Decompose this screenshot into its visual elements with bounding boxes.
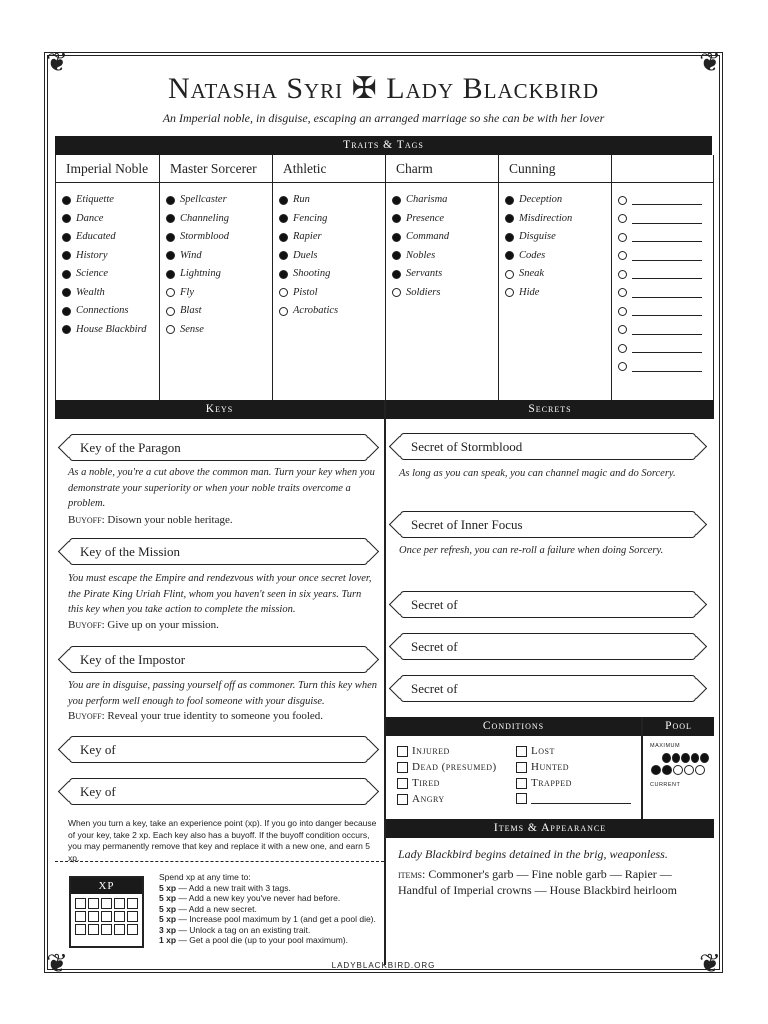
empty-dot-icon[interactable] bbox=[166, 288, 175, 297]
key-title: Key of bbox=[80, 742, 116, 757]
footer-url: LADYBLACKBIRD.ORG bbox=[331, 961, 436, 970]
empty-dot-icon[interactable] bbox=[279, 288, 288, 297]
trait-name: Charm bbox=[386, 155, 498, 183]
trait-column bbox=[499, 155, 612, 400]
filled-dot-icon[interactable] bbox=[279, 196, 288, 205]
xp-checkbox[interactable] bbox=[75, 911, 86, 922]
blank-tag-line[interactable] bbox=[632, 251, 702, 261]
trait-tag[interactable] bbox=[166, 265, 272, 284]
condition-checkbox[interactable] bbox=[516, 793, 527, 804]
traits-header: Traits & Tags bbox=[55, 136, 712, 155]
xp-checkbox[interactable] bbox=[127, 911, 138, 922]
tag-label: Dance bbox=[76, 212, 104, 224]
pool-current-label: CURRENT bbox=[650, 782, 681, 788]
trait-tag[interactable] bbox=[62, 228, 159, 247]
xp-checkbox[interactable] bbox=[88, 898, 99, 909]
corner-ornament-icon: ❦ bbox=[699, 48, 721, 77]
tag-label: Educated bbox=[76, 231, 116, 242]
filled-dot-icon[interactable] bbox=[392, 270, 401, 279]
xp-spend-item: 5 xp — Increase pool maximum by 1 (and get a pool die). bbox=[159, 914, 376, 924]
empty-dot-icon[interactable] bbox=[618, 288, 627, 297]
key-buyoff bbox=[68, 709, 323, 724]
trait-tag[interactable] bbox=[505, 191, 611, 210]
items-line bbox=[398, 866, 708, 898]
key-buyoff bbox=[68, 513, 233, 528]
filled-dot-icon[interactable] bbox=[166, 270, 175, 279]
key-title: Key of bbox=[80, 784, 116, 799]
filled-dot-icon[interactable] bbox=[505, 233, 514, 242]
tag-label: Servants bbox=[406, 268, 443, 279]
trait-tag[interactable] bbox=[392, 228, 498, 247]
secret-title: Secret of Inner Focus bbox=[411, 517, 523, 532]
condition-dead[interactable]: Dead (presumed) bbox=[397, 761, 497, 773]
blank-tag-line[interactable] bbox=[632, 306, 702, 316]
key-title: Key of the Mission bbox=[80, 544, 181, 559]
xp-checkbox[interactable] bbox=[75, 924, 86, 935]
xp-spend-item: 3 xp — Unlock a tag on an existing trait. bbox=[159, 924, 311, 935]
xp-spend-item: 5 xp — Add a new secret. bbox=[159, 903, 257, 914]
condition-lost[interactable]: Lost bbox=[516, 745, 555, 757]
pool-dice bbox=[651, 753, 709, 775]
pool-max-die-icon[interactable] bbox=[672, 753, 681, 763]
tag-label: Fencing bbox=[293, 212, 328, 224]
filled-dot-icon[interactable] bbox=[62, 196, 71, 205]
tag-label: Etiquette bbox=[76, 194, 114, 205]
empty-dot-icon[interactable] bbox=[166, 325, 175, 334]
trait-tag[interactable] bbox=[62, 321, 159, 340]
pool-current-die-icon[interactable] bbox=[695, 765, 705, 775]
xp-checkbox[interactable] bbox=[101, 898, 112, 909]
empty-dot-icon[interactable] bbox=[618, 251, 627, 260]
trait-tag[interactable] bbox=[166, 247, 272, 266]
traits-table bbox=[55, 155, 714, 400]
trait-tag[interactable] bbox=[392, 284, 498, 303]
secret-title: Secret of bbox=[411, 597, 458, 612]
trait-name: Imperial Noble bbox=[56, 155, 159, 183]
tag-label: Deception bbox=[519, 194, 563, 205]
pool-max-die-icon[interactable] bbox=[681, 753, 690, 763]
xp-spend-item: 5 xp — Add a new key you've never had before. bbox=[159, 893, 341, 903]
character-title: Natasha Syri ✠ Lady Blackbird bbox=[168, 72, 599, 105]
xp-checkbox[interactable] bbox=[127, 924, 138, 935]
trait-column bbox=[160, 155, 273, 400]
key-description: You are in disguise, passing yourself off as commoner. Turn this key when you perform well enough to fool someone with your disguise. bbox=[68, 680, 377, 707]
trait-tag[interactable] bbox=[505, 210, 611, 229]
tag-list bbox=[386, 183, 498, 302]
secret-banner-blank[interactable] bbox=[400, 633, 696, 660]
xp-checkbox[interactable] bbox=[127, 898, 138, 909]
filled-dot-icon[interactable] bbox=[166, 251, 175, 260]
filled-dot-icon[interactable] bbox=[392, 214, 401, 223]
secret-title: Secret of Stormblood bbox=[411, 439, 523, 454]
tag-label: Pistol bbox=[293, 286, 318, 298]
filled-dot-icon[interactable] bbox=[166, 214, 175, 223]
trait-tag[interactable] bbox=[279, 302, 385, 321]
tag-list bbox=[56, 183, 159, 339]
key-banner-blank[interactable] bbox=[69, 736, 368, 763]
trait-tag[interactable] bbox=[62, 247, 159, 266]
empty-dot-icon[interactable] bbox=[618, 362, 627, 371]
blank-tag[interactable] bbox=[618, 339, 713, 358]
tag-list bbox=[273, 183, 385, 321]
condition-checkbox[interactable] bbox=[516, 746, 527, 757]
tag-label: Science bbox=[76, 268, 109, 279]
tag-label: House Blackbird bbox=[76, 323, 147, 335]
key-description: As a noble, you're a cut above the common man. Turn your key when you demonstrate your superiority or when your noble traits overcome a problem. bbox=[68, 467, 375, 509]
blank-tag-line[interactable] bbox=[632, 362, 702, 372]
blank-tag-line[interactable] bbox=[632, 343, 702, 353]
key-title: Key of the Paragon bbox=[80, 440, 181, 455]
filled-dot-icon[interactable] bbox=[279, 270, 288, 279]
blank-tag[interactable] bbox=[618, 247, 713, 266]
trait-tag[interactable] bbox=[166, 284, 272, 303]
pool-max-die-icon[interactable] bbox=[700, 753, 709, 763]
tag-list bbox=[612, 183, 713, 376]
tag-label: Misdirection bbox=[519, 212, 573, 224]
items-appearance bbox=[398, 846, 708, 898]
key-title: Key of the Impostor bbox=[80, 652, 186, 667]
trait-tag[interactable] bbox=[279, 265, 385, 284]
filled-dot-icon[interactable] bbox=[392, 196, 401, 205]
key-banner bbox=[69, 538, 368, 565]
tag-label: Spellcaster bbox=[180, 194, 227, 205]
filled-dot-icon[interactable] bbox=[62, 214, 71, 223]
blank-tag[interactable] bbox=[618, 228, 713, 247]
blank-tag[interactable] bbox=[618, 210, 713, 229]
secret-banner bbox=[400, 433, 696, 460]
tag-label: Blast bbox=[180, 305, 202, 316]
trait-name-blank[interactable] bbox=[612, 155, 713, 183]
secret-title: Secret of bbox=[411, 639, 458, 654]
blank-tag[interactable] bbox=[618, 265, 713, 284]
xp-spend-intro: Spend xp at any time to: bbox=[159, 872, 251, 882]
tag-list bbox=[160, 183, 272, 339]
condition-checkbox[interactable] bbox=[397, 746, 408, 757]
condition-injured[interactable]: Injured bbox=[397, 745, 450, 757]
trait-tag[interactable] bbox=[392, 210, 498, 229]
xp-checkbox[interactable] bbox=[114, 924, 125, 935]
trait-tag[interactable] bbox=[505, 247, 611, 266]
buyoff-label: Buyoff: bbox=[68, 514, 105, 526]
trait-tag[interactable] bbox=[505, 284, 611, 303]
trait-tag[interactable] bbox=[392, 265, 498, 284]
items-label: items: bbox=[398, 867, 426, 881]
empty-dot-icon[interactable] bbox=[618, 270, 627, 279]
buyoff-text: Reveal your true identity to someone you fooled. bbox=[107, 710, 324, 722]
empty-dot-icon[interactable] bbox=[505, 288, 514, 297]
blank-tag[interactable] bbox=[618, 321, 713, 340]
secret-banner bbox=[400, 511, 696, 538]
pool-header: Pool bbox=[643, 717, 714, 736]
trait-name: Athletic bbox=[273, 155, 385, 183]
secret-description: As long as you can speak, you can channel magic and do Sorcery. bbox=[399, 468, 676, 479]
pool-maximum-label: MAXIMUM bbox=[650, 743, 681, 749]
filled-dot-icon[interactable] bbox=[62, 288, 71, 297]
tag-label: Duels bbox=[293, 249, 318, 261]
tag-label: Charisma bbox=[406, 194, 448, 205]
condition-angry[interactable]: Angry bbox=[397, 793, 445, 805]
condition-checkbox[interactable] bbox=[516, 762, 527, 773]
tag-label: Shooting bbox=[293, 268, 331, 279]
pool-max-die-icon[interactable] bbox=[691, 753, 700, 763]
trait-tag[interactable] bbox=[166, 210, 272, 229]
empty-dot-icon[interactable] bbox=[392, 288, 401, 297]
xp-checkbox[interactable] bbox=[88, 911, 99, 922]
blank-tag[interactable] bbox=[618, 284, 713, 303]
filled-dot-icon[interactable] bbox=[392, 233, 401, 242]
pool-max-die-icon[interactable] bbox=[662, 753, 671, 763]
xp-tracker bbox=[69, 876, 144, 948]
keys-header: Keys bbox=[55, 400, 384, 419]
trait-tag[interactable] bbox=[279, 191, 385, 210]
items-intro: Lady Blackbird begins detained in the brig, weaponless. bbox=[398, 847, 668, 861]
condition-blank[interactable] bbox=[516, 793, 631, 804]
secret-banner-blank[interactable] bbox=[400, 675, 696, 702]
xp-spend-list bbox=[159, 872, 376, 946]
tag-label: Command bbox=[406, 231, 450, 242]
key-banner bbox=[69, 646, 368, 673]
trait-tag[interactable] bbox=[166, 191, 272, 210]
keys-note: When you turn a key, take an experience point (xp). If you go into danger because of your key, take 2 xp. Each key also has a buyoff. If the buyoff condition occurs, you may permanently remove that key and replace it with a new one, and earn 5 xp. bbox=[68, 818, 377, 863]
trait-tag[interactable] bbox=[279, 228, 385, 247]
filled-dot-icon[interactable] bbox=[279, 233, 288, 242]
blank-tag-line[interactable] bbox=[632, 195, 702, 205]
xp-spend-item: 5 xp — Add a new trait with 3 tags. bbox=[159, 882, 291, 893]
tag-label: Soldiers bbox=[406, 286, 441, 298]
condition-tired[interactable]: Tired bbox=[397, 777, 440, 789]
secret-banner-blank[interactable] bbox=[400, 591, 696, 618]
filled-dot-icon[interactable] bbox=[62, 307, 71, 316]
key-buyoff bbox=[68, 618, 219, 633]
trait-tag[interactable] bbox=[62, 191, 159, 210]
pool-divider bbox=[641, 717, 643, 820]
trait-column bbox=[273, 155, 386, 400]
trait-tag[interactable] bbox=[166, 228, 272, 247]
filled-dot-icon[interactable] bbox=[279, 214, 288, 223]
filled-dot-icon[interactable] bbox=[279, 251, 288, 260]
xp-checkbox[interactable] bbox=[114, 898, 125, 909]
key-banner-blank[interactable] bbox=[69, 778, 368, 805]
filled-dot-icon[interactable] bbox=[62, 325, 71, 334]
column-divider bbox=[384, 400, 386, 965]
filled-dot-icon[interactable] bbox=[62, 233, 71, 242]
xp-checkbox[interactable] bbox=[101, 924, 112, 935]
trait-tag[interactable] bbox=[62, 265, 159, 284]
pool-current-die-icon[interactable] bbox=[662, 765, 672, 775]
blank-tag-line[interactable] bbox=[632, 288, 702, 298]
blank-tag-line[interactable] bbox=[632, 232, 702, 242]
buyoff-label: Buyoff: bbox=[68, 710, 105, 722]
trait-tag[interactable] bbox=[279, 210, 385, 229]
blank-tag-line[interactable] bbox=[632, 269, 702, 279]
xp-spend-item: 1 xp — Get a pool die (up to your pool maximum). bbox=[159, 935, 348, 945]
tag-label: Lightning bbox=[180, 268, 221, 279]
buyoff-text: Disown your noble heritage. bbox=[107, 514, 233, 526]
trait-name: Cunning bbox=[499, 155, 611, 183]
empty-dot-icon[interactable] bbox=[618, 307, 627, 316]
trait-tag[interactable] bbox=[62, 284, 159, 303]
corner-ornament-icon: ❦ bbox=[46, 949, 68, 978]
filled-dot-icon[interactable] bbox=[166, 233, 175, 242]
buyoff-label: Buyoff: bbox=[68, 619, 105, 631]
empty-dot-icon[interactable] bbox=[618, 344, 627, 353]
trait-name: Master Sorcerer bbox=[160, 155, 272, 183]
condition-checkbox[interactable] bbox=[397, 762, 408, 773]
trait-tag[interactable] bbox=[166, 302, 272, 321]
tag-label: Presence bbox=[406, 212, 445, 224]
tag-label: Sense bbox=[180, 323, 204, 335]
corner-ornament-icon: ❦ bbox=[699, 949, 721, 978]
condition-checkbox[interactable] bbox=[516, 778, 527, 789]
blank-tag[interactable] bbox=[618, 358, 713, 377]
buyoff-text: Give up on your mission. bbox=[107, 619, 219, 631]
corner-ornament-icon: ❦ bbox=[46, 48, 68, 77]
secret-title: Secret of bbox=[411, 681, 458, 696]
tag-label: Hide bbox=[519, 286, 540, 298]
tag-label: History bbox=[76, 249, 108, 261]
trait-tag[interactable] bbox=[279, 284, 385, 303]
tag-label: Acrobatics bbox=[293, 305, 339, 316]
empty-dot-icon[interactable] bbox=[279, 307, 288, 316]
key-banner bbox=[69, 434, 368, 461]
empty-dot-icon[interactable] bbox=[618, 196, 627, 205]
trait-tag[interactable] bbox=[505, 265, 611, 284]
pool-current-die-icon[interactable] bbox=[673, 765, 683, 775]
tag-label: Connections bbox=[76, 305, 129, 316]
tag-label: Rapier bbox=[293, 231, 322, 242]
pool-current-die-icon[interactable] bbox=[684, 765, 694, 775]
xp-separator bbox=[55, 861, 384, 862]
trait-tag[interactable] bbox=[62, 210, 159, 229]
trait-tag[interactable] bbox=[392, 247, 498, 266]
key-description: You must escape the Empire and rendezvous with your once secret lover, the Pirate King Uriah Flint, whom you haven't seen in six years. Turn this key when you take action to complete the mission. bbox=[68, 573, 372, 615]
trait-column bbox=[56, 155, 160, 400]
xp-checkbox[interactable] bbox=[114, 911, 125, 922]
empty-dot-icon[interactable] bbox=[166, 307, 175, 316]
tag-label: Disguise bbox=[519, 231, 556, 242]
blank-tag-line[interactable] bbox=[632, 214, 702, 224]
condition-checkbox[interactable] bbox=[397, 778, 408, 789]
filled-dot-icon[interactable] bbox=[505, 251, 514, 260]
tag-label: Wealth bbox=[76, 286, 105, 298]
filled-dot-icon[interactable] bbox=[166, 196, 175, 205]
trait-column-blank bbox=[612, 155, 713, 400]
xp-checkbox[interactable] bbox=[101, 911, 112, 922]
tag-list bbox=[499, 183, 611, 302]
items-header: Items & Appearance bbox=[386, 819, 714, 838]
condition-trapped[interactable]: Trapped bbox=[516, 777, 572, 789]
trait-tag[interactable] bbox=[392, 191, 498, 210]
xp-checkbox[interactable] bbox=[75, 898, 86, 909]
pool-current-die-icon[interactable] bbox=[651, 765, 661, 775]
empty-dot-icon[interactable] bbox=[618, 233, 627, 242]
tag-label: Sneak bbox=[519, 268, 545, 279]
trait-tag[interactable] bbox=[279, 247, 385, 266]
xp-checkbox[interactable] bbox=[88, 924, 99, 935]
trait-tag[interactable] bbox=[505, 228, 611, 247]
tag-label: Run bbox=[293, 194, 310, 205]
empty-dot-icon[interactable] bbox=[505, 270, 514, 279]
tag-label: Wind bbox=[180, 249, 202, 261]
conditions-header: Conditions bbox=[386, 717, 641, 736]
tag-label: Fly bbox=[180, 286, 194, 298]
filled-dot-icon[interactable] bbox=[62, 270, 71, 279]
tag-label: Codes bbox=[519, 249, 546, 261]
filled-dot-icon[interactable] bbox=[62, 251, 71, 260]
character-subtitle: An Imperial noble, in disguise, escaping an arranged marriage so she can be with her lover bbox=[162, 111, 605, 125]
trait-tag[interactable] bbox=[166, 321, 272, 340]
tag-label: Channeling bbox=[180, 212, 229, 224]
xp-checkbox-grid bbox=[71, 894, 142, 935]
condition-checkbox[interactable] bbox=[397, 794, 408, 805]
condition-hunted[interactable]: Hunted bbox=[516, 761, 569, 773]
filled-dot-icon[interactable] bbox=[505, 196, 514, 205]
blank-tag[interactable] bbox=[618, 302, 713, 321]
xp-label: XP bbox=[71, 878, 142, 894]
blank-tag-line[interactable] bbox=[632, 325, 702, 335]
blank-tag[interactable] bbox=[618, 191, 713, 210]
filled-dot-icon[interactable] bbox=[392, 251, 401, 260]
trait-column bbox=[386, 155, 499, 400]
condition-blank-line[interactable] bbox=[531, 794, 631, 804]
secret-description: Once per refresh, you can re-roll a failure when doing Sorcery. bbox=[399, 545, 664, 556]
secrets-header: Secrets bbox=[386, 400, 714, 419]
empty-dot-icon[interactable] bbox=[618, 325, 627, 334]
trait-tag[interactable] bbox=[62, 302, 159, 321]
character-sheet bbox=[46, 48, 721, 978]
filled-dot-icon[interactable] bbox=[505, 214, 514, 223]
empty-dot-icon[interactable] bbox=[618, 214, 627, 223]
tag-label: Stormblood bbox=[180, 231, 230, 242]
tag-label: Nobles bbox=[406, 249, 436, 261]
items-list: Commoner's garb — Fine noble garb — Rapier — Handful of Imperial crowns — House Blackbird heirloom bbox=[398, 867, 677, 897]
